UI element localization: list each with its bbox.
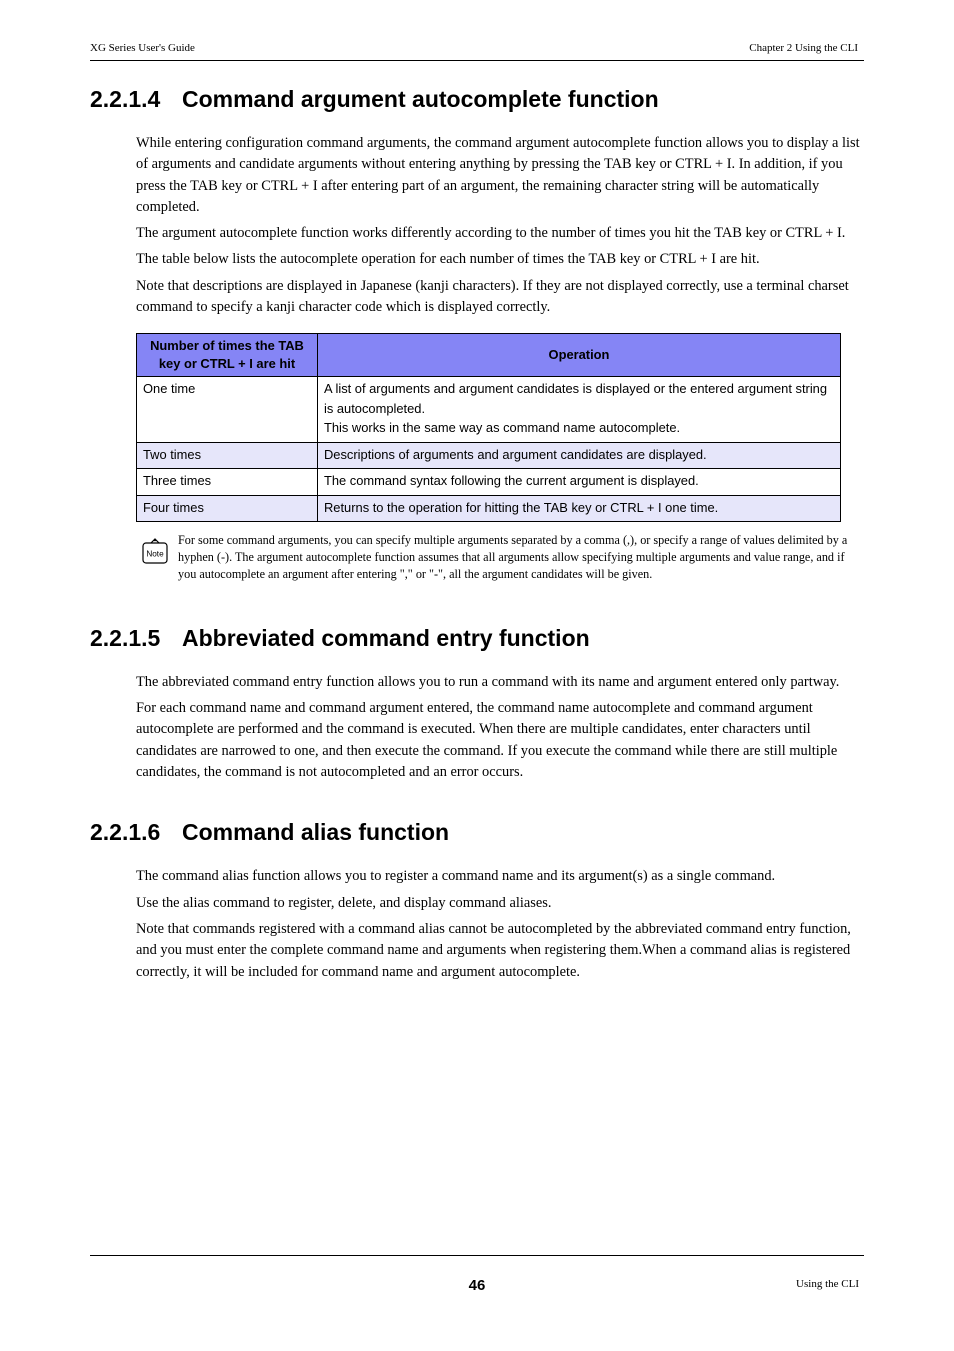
paragraph: The command alias function allows you to register a command name and its argument(s) as a single command. <box>136 868 776 884</box>
note-icon <box>142 538 168 564</box>
header-chapter-title: Chapter 2 Using the CLI <box>749 42 858 54</box>
table-header-row <box>137 334 841 377</box>
cell-count: Four times <box>137 495 318 522</box>
cell-count: Two times <box>137 442 318 469</box>
paragraph: The argument autocomplete function works differently according to the number of times you hit the TAB key or CTRL + I. <box>136 225 846 241</box>
section-heading-2214 <box>90 86 659 113</box>
operation-line: This works in the same way as command name autocomplete. <box>324 420 681 435</box>
table-row <box>137 442 841 469</box>
page-number: 46 <box>468 1277 486 1294</box>
paragraph: Note that commands registered with a command alias cannot be autocompleted by the abbreviated command entry function, and you must enter the complete command name and arguments when registering them.When a command alias is registered correctly, it will be included for command name and argument autocomplete. <box>136 921 851 980</box>
cell-operation: The command syntax following the current argument is displayed. <box>318 469 841 496</box>
paragraph: While entering configuration command arguments, the command argument autocomplete function allows you to display a list of arguments and candidate arguments without entering anything by pressing the TAB key or CTRL + I. In addition, if you press the TAB key or CTRL + I after entering part of an argument, the remaining character string will be automatically completed. <box>136 135 860 215</box>
footer-section-title: Using the CLI <box>796 1278 859 1290</box>
section-title: Abbreviated command entry function <box>182 625 590 651</box>
paragraph: Use the alias command to register, delete, and display command aliases. <box>136 895 552 911</box>
footer-rule <box>90 1255 864 1256</box>
table-row <box>137 377 841 443</box>
column-header-count: Number of times the TAB key or CTRL + I are hit <box>137 334 318 377</box>
header-rule <box>90 60 864 61</box>
paragraph: Note that descriptions are displayed in Japanese (kanji characters). If they are not displayed correctly, use a terminal charset command to specify a kanji character code which is displayed correctly. <box>136 278 849 316</box>
paragraph: The abbreviated command entry function allows you to run a command with its name and argument entered only partway. <box>136 674 840 690</box>
header-guide-title: XG Series User's Guide <box>90 42 195 54</box>
section-heading-2216 <box>90 819 449 846</box>
cell-operation: Descriptions of arguments and argument candidates are displayed. <box>318 442 841 469</box>
table-row <box>137 469 841 496</box>
column-header-operation: Operation <box>318 334 841 377</box>
cell-operation: Returns to the operation for hitting the TAB key or CTRL + I one time. <box>318 495 841 522</box>
cell-count: One time <box>137 377 318 443</box>
section-number: 2.2.1.4 <box>90 86 161 112</box>
note-icon-label: Note <box>146 549 164 559</box>
note-text: For some command arguments, you can specify multiple arguments separated by a comma (,), or specify a range of values delimited by a hyphen (-). The argument autocomplete function assumes that all arguments allow specifying multiple arguments and value range, and if you autocomplete an argument after entering "," or "-", all the argument candidates will be given. <box>178 533 848 581</box>
paragraph: The table below lists the autocomplete operation for each number of times the TAB key or CTRL + I are hit. <box>136 251 760 267</box>
operation-line: A list of arguments and argument candidates is displayed or the entered argument string is autocompleted. <box>324 381 828 416</box>
section-number: 2.2.1.6 <box>90 819 161 845</box>
autocomplete-operation-table <box>136 333 841 522</box>
cell-count: Three times <box>137 469 318 496</box>
table-row <box>137 495 841 522</box>
section-heading-2215 <box>90 625 590 652</box>
section-title: Command alias function <box>182 819 450 845</box>
cell-operation <box>318 377 841 443</box>
section-title: Command argument autocomplete function <box>182 86 659 112</box>
paragraph: For each command name and command argument entered, the command name autocomplete and command argument autocomplete are performed and the command is executed. When there are multiple candidates, enter characters until candidates are narrowed to one, and then execute the command. If you execute the command while there are still multiple candidates, the command is not autocompleted and an error occurs. <box>136 700 838 780</box>
section-number: 2.2.1.5 <box>90 625 161 651</box>
